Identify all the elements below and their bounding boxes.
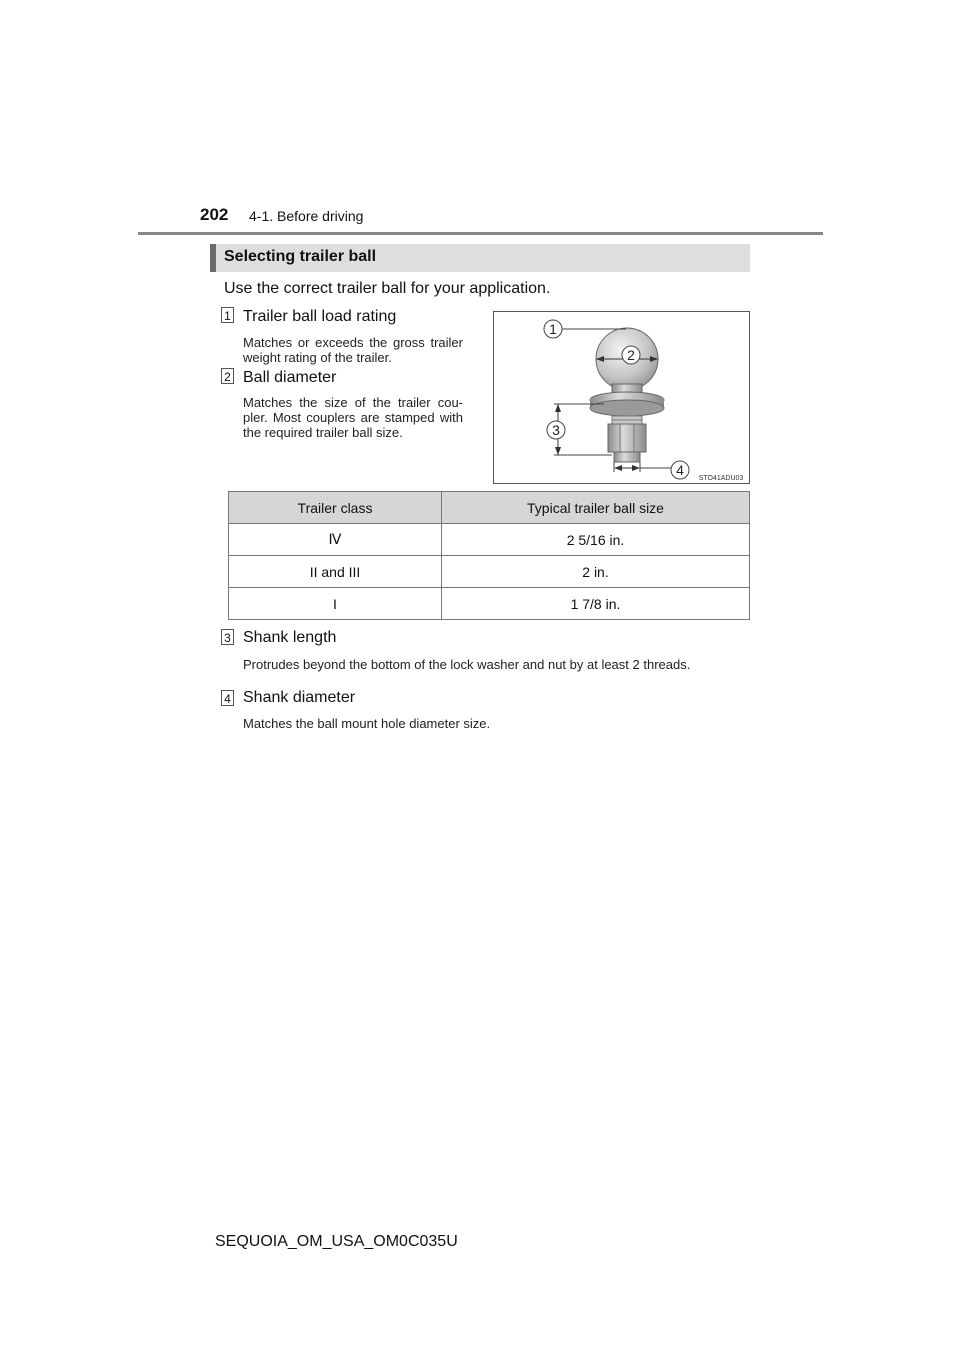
section-path: 4-1. Before driving bbox=[249, 208, 364, 224]
table-header-class: Trailer class bbox=[229, 492, 442, 524]
table-cell-class: I bbox=[229, 588, 442, 620]
callout-1: 1 bbox=[549, 321, 557, 337]
callout-2: 2 bbox=[627, 347, 635, 363]
table-row bbox=[229, 524, 750, 556]
trailer-ball-figure bbox=[493, 311, 750, 484]
table-cell-class: Ⅳ bbox=[229, 524, 442, 556]
item-desc-2: Matches the size of the trailer cou-pler. Most couplers are stamped with the required trailer ball size. bbox=[243, 395, 463, 440]
item-desc-4: Matches the ball mount hole diameter size. bbox=[243, 716, 491, 731]
item-number-4: 4 bbox=[221, 690, 234, 706]
callout-3: 3 bbox=[552, 422, 560, 438]
table-cell-size: 2 5/16 in. bbox=[442, 524, 750, 556]
intro-text: Use the correct trailer ball for your application. bbox=[224, 280, 551, 297]
section-title: Selecting trailer ball bbox=[224, 248, 377, 265]
table-cell-class: II and III bbox=[229, 556, 442, 588]
table-row bbox=[229, 556, 750, 588]
callout-4: 4 bbox=[676, 462, 684, 478]
trailer-ball-illustration bbox=[494, 312, 749, 483]
item-title-4: Shank diameter bbox=[243, 689, 356, 706]
section-title-bar bbox=[210, 244, 750, 272]
table-row bbox=[229, 588, 750, 620]
table-header-row bbox=[229, 492, 750, 524]
trailer-ball-size-table bbox=[228, 491, 750, 620]
item-number-1: 1 bbox=[221, 307, 234, 323]
document-code: SEQUOIA_OM_USA_OM0C035U bbox=[215, 1233, 458, 1250]
item-number-2: 2 bbox=[221, 368, 234, 384]
table-cell-size: 2 in. bbox=[442, 556, 750, 588]
header-rule bbox=[138, 232, 823, 235]
item-title-2: Ball diameter bbox=[243, 369, 337, 386]
page-number: 202 bbox=[200, 205, 229, 224]
figure-code: STO41ADU03 bbox=[698, 475, 744, 482]
table-cell-size: 1 7/8 in. bbox=[442, 588, 750, 620]
item-desc-1: Matches or exceeds the gross trailer weight rating of the trailer. bbox=[243, 335, 463, 365]
item-number-3: 3 bbox=[221, 629, 234, 645]
item-title-1: Trailer ball load rating bbox=[243, 308, 397, 325]
table-header-size: Typical trailer ball size bbox=[442, 492, 750, 524]
item-title-3: Shank length bbox=[243, 629, 337, 646]
item-desc-3: Protrudes beyond the bottom of the lock washer and nut by at least 2 threads. bbox=[243, 657, 691, 672]
